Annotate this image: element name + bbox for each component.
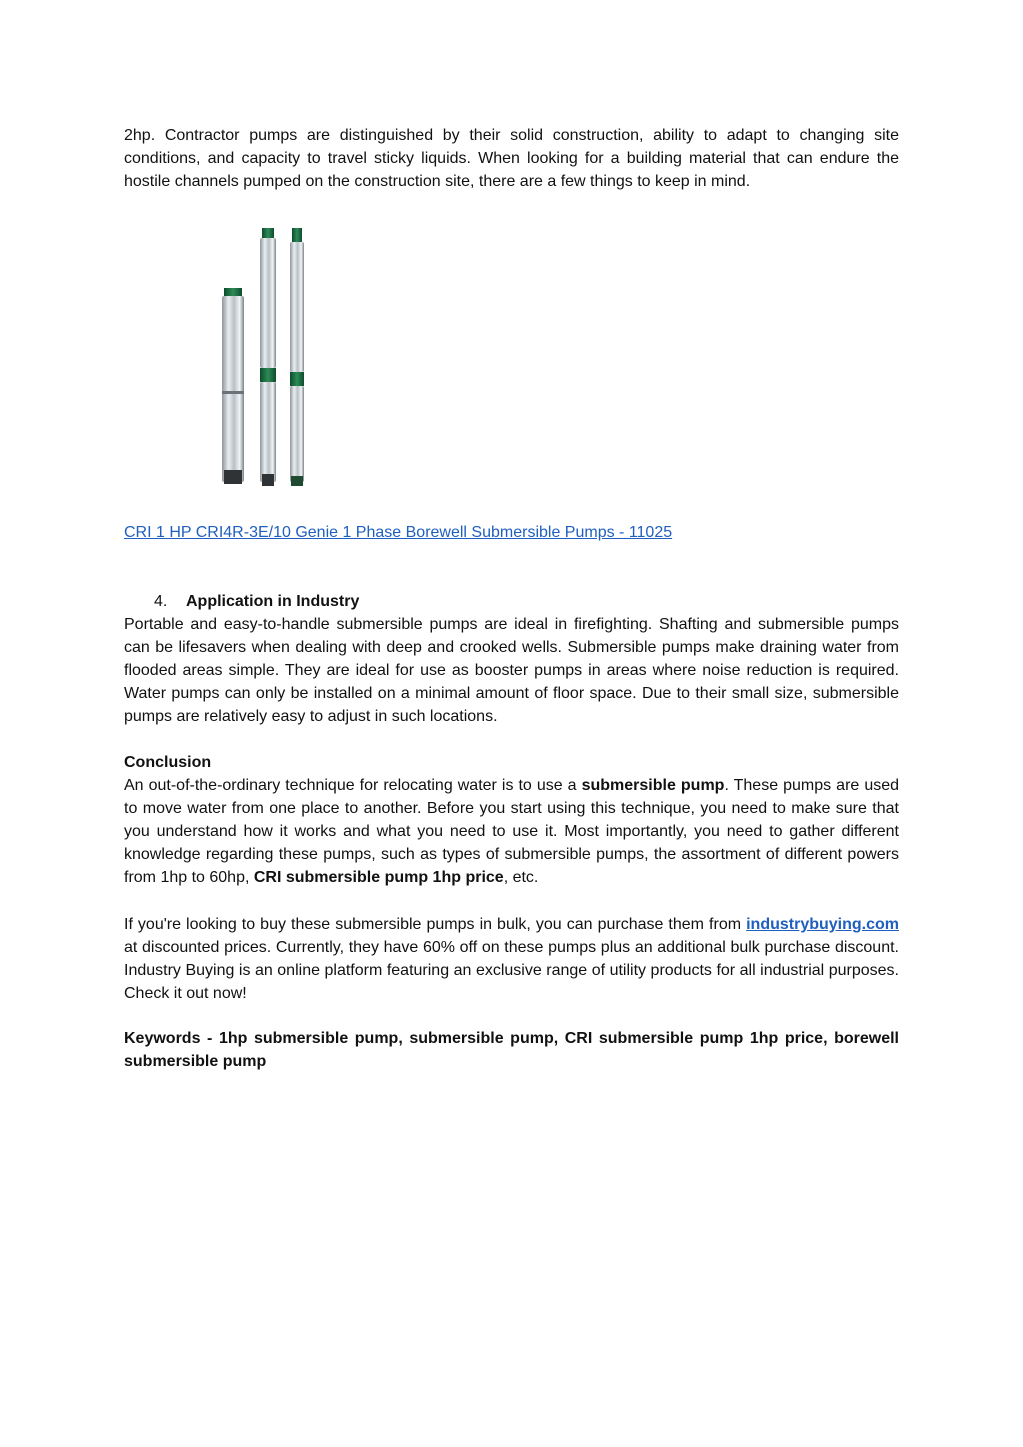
conclusion-text-3: , etc. xyxy=(503,869,539,886)
conclusion-heading: Conclusion xyxy=(124,754,212,771)
conclusion-bold-2: CRI submersible pump 1hp price xyxy=(253,869,504,886)
conclusion-text-2: . These pumps are used to move water from one place to another. Before you start using this technique, you need to make sure that you understand how it works and what you need to use it. Most importantly, you need to gather different knowledge regarding these pumps, such as types of submersible pumps, the assortment of different powers from 1hp to 60hp, xyxy=(124,777,900,886)
purchase-paragraph xyxy=(124,913,899,1005)
intro-paragraph: 2hp. Contractor pumps are distinguished by their solid construction, ability to adapt to changing site conditions, and capacity to travel sticky liquids. When looking for a building material that can endure the hostile channels pumped on the construction site, there are a few things to keep in mind. xyxy=(124,127,899,190)
section-heading xyxy=(154,590,654,613)
keywords-paragraph: Keywords - 1hp submersible pump, submersible pump, CRI submersible pump 1hp price, borewell submersible pump xyxy=(124,1030,899,1070)
conclusion-paragraph xyxy=(124,774,899,889)
purchase-text-2: at discounted prices. Currently, they have 60% off on these pumps plus an additional bulk purchase discount. Industry Buying is an online platform featuring an exclusive range of utility products for all industrial purposes. Check it out now! xyxy=(124,939,899,1002)
submersible-pumps-image xyxy=(218,226,318,490)
product-link[interactable]: CRI 1 HP CRI4R-3E/10 Genie 1 Phase Borewell Submersible Pumps - 11025 xyxy=(124,524,673,541)
section-title: Application in Industry xyxy=(186,593,360,610)
application-paragraph: Portable and easy-to-handle submersible pumps are ideal in firefighting. Shafting and submersible pumps can be lifesavers when dealing with deep and crooked wells. Submersible pumps make draining water from flooded areas simple. They are ideal for use as booster pumps in areas where noise reduction is required. Water pumps can only be installed on a minimal amount of floor space. Due to their small size, submersible pumps are relatively easy to adjust in such locations. xyxy=(124,616,899,725)
conclusion-bold-1: submersible pump xyxy=(581,777,725,794)
section-number: 4. xyxy=(154,593,168,610)
industrybuying-link[interactable]: industrybuying.com xyxy=(746,916,899,933)
purchase-text-1: If you're looking to buy these submersible pumps in bulk, you can purchase them from xyxy=(124,916,747,933)
conclusion-text-1: An out-of-the-ordinary technique for relocating water is to use a xyxy=(124,777,582,794)
